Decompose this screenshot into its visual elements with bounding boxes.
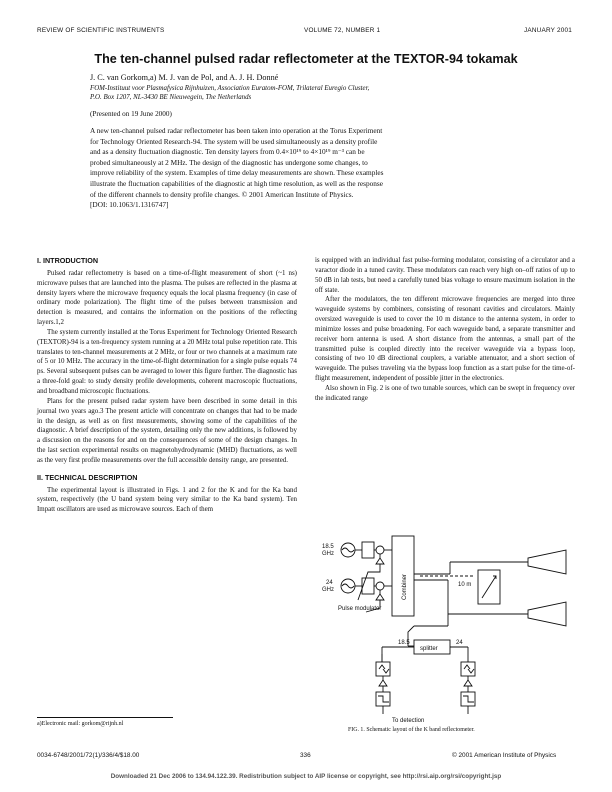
affiliation [90,84,530,102]
journal-name: REVIEW OF SCIENTIFIC INSTRUMENTS [37,27,165,34]
modulator-box [362,578,374,594]
presented-date: (Presented on 19 June 2000) [90,110,172,118]
section-heading: II. TECHNICAL DESCRIPTION [37,472,138,482]
transmit-horn-icon [528,550,566,574]
issue-date: JANUARY 2001 [524,27,572,34]
left-column [37,256,297,515]
affiliation-line: FOM-Instituut voor Plasmafysica Rijnhuizen, Association Euratom-FOM, Trilateral Euregio Cluster, [90,85,370,92]
frequency-label: 18.5 [322,544,334,550]
abstract-line: improve reliability of the system. Examples of time delay measurements are shown. These examples [90,168,384,178]
frequency-unit: GHz [322,587,334,593]
volume-number: VOLUME 72, NUMBER 1 [304,27,381,34]
abstract-line: probed simultaneously at 2 MHz. The design of the diagnostic has undergone some changes, to [90,157,368,167]
paragraph: After the modulators, the ten different microwave frequencies are merged into three waveguide systems by combiners, consisting of resonant cavities and circulators. Mainly oversized waveguide is used to cover the 10 m distance to the antenna system, in order to minimize losses and pulse broadening. For each waveguide band, a separate transmitter and receiver horn antenna is used. A short distance from the antennas, a small part of the transmitted pulse is coupled directly into the receiver waveguide via a bypass loop, consisting of two 10 dB directional couplers, a variable attenuator, and a short section of waveguide. The pulses traveling via the bypass loop function as a start pulse for the time-of-flight measurement, independent of possible jitter in the electronics. [315,295,575,383]
distance-label: 10 m [458,582,472,588]
abstract-line: illustrate the fluctuation capabilities of the diagnostic at high time resolution, as well as the response [90,178,384,188]
paper-title: The ten-channel pulsed radar reflectometer at the TEXTOR-94 tokamak [94,52,518,66]
copyright: © 2001 American Institute of Physics [452,752,557,759]
paragraph: Pulsed radar reflectometry is based on a time-of-flight measurement of short (~1 ns) microwave pulses that are launched into the plasma. The pulses are reflected in the plasma at density layers where the microwave frequency equals the local plasma frequency (in case of ordinary mode polarization). The flight time of the pulses between transmission and detection is measured, and contains the information on the positions of the reflecting layers.1,2 [37,268,297,327]
paragraph: Plans for the present pulsed radar system have been described in some detail in this journal two years ago.3 The present article will concentrate on changes that had to be made in the design, as well as on first measurements, showing some of the capabilities of the diagnostic. A brief description of the system, detailing only the new additions, is followed by a discussion on the reasons for and on the consequences of some of the design changes. In the last section experimental results on magnetohydrodynamic (MHD) fluctuations, as well as the very first profile measurements over the full accessible density range, are presented. [37,396,297,464]
frequency-label: 24 [326,580,333,586]
combiner-label: Combiner [402,573,408,600]
page-number: 336 [300,752,311,759]
abstract-line: of the different channels to density profile changes. © 2001 American Institute of Physics. [90,189,354,199]
figure-caption: FIG. 1. Schematic layout of the K band reflectometer. [348,727,475,733]
frequency-unit: GHz [322,551,334,557]
abstract-line: and as a density fluctuation diagnostic. Ten density layers from 0.4×10¹⁹ to 4×10¹⁹ m⁻³ can be [90,147,365,157]
pulse-modulator-label: Pulse modulator [338,606,382,612]
publication-code: 0034-6748/2001/72(1)/336/4/$18.00 [37,752,140,759]
abstract-line: for Technology Oriented Research-94. The system will be used simultaneously as a density profile [90,136,378,146]
authors: J. C. van Gorkom,a) M. J. van de Pol, and A. J. H. Donné [90,73,279,82]
footnote: a)Electronic mail: gorkom@rijnh.nl [37,721,124,727]
splitter-label: splitter [420,646,438,652]
schematic-figure [318,528,576,724]
splitter-output-label: 18.5 [398,640,410,646]
paragraph: The experimental layout is illustrated in Figs. 1 and 2 for the K and for the Ka band system, respectively (the U band system being very similar to the Ka band system). Ten Impatt oscillators are used as microwave sources. Each of them [37,485,297,514]
paragraph: Also shown in Fig. 2 is one of two tunable sources, which can be swept in frequency over the indicated range [315,383,575,402]
right-column [315,256,575,404]
section-heading: I. INTRODUCTION [37,256,99,265]
download-notice: Downloaded 21 Dec 2006 to 134.94.122.39. Redistribution subject to AIP license or copyright, see http://rsi.aip.org/rsi/copyright.jsp [110,773,502,780]
receive-horn-icon [528,602,566,626]
detection-label: To detection [392,718,425,724]
paragraph: is equipped with an individual fast pulse-forming modulator, consisting of a circulator and a varactor diode in a tuned cavity. These modulators can reach very high on–off ratios of up to 50 dB in lab tests, but need a carefully tuned bias voltage to ensure maximum isolation in the off state. [315,256,575,294]
modulator-box [362,542,374,558]
paragraph: The system currently installed at the Torus Experiment for Technology Oriented Research (TEXTOR)-94 is a ten-frequency system running at a 20 MHz total pulse repetition rate. This translates to ten-channel measurements at 2 MHz, or four or two channels at a maximum rate of 5 or 10 MHz. The accuracy in the time-of-flight determination for a single pulse equals 74 ps. Several subsequent pulses can be averaged to lower this figure further. The diagnostic has a three-fold goal: to study density profile developments, coherent macroscopic fluctuations, and broadband microscopic fluctuations. [37,327,297,395]
splitter-output-label: 24 [456,640,463,646]
abstract [90,126,531,211]
abstract-line: A new ten-channel pulsed radar reflectometer has been taken into operation at the Torus Experiment [90,126,383,135]
footnote-rule [37,717,173,718]
doi: [DOI: 10.1063/1.1316747] [90,200,169,210]
affiliation-line: P.O. Box 1207, NL-3430 BE Nieuwegein, The Netherlands [90,94,252,101]
